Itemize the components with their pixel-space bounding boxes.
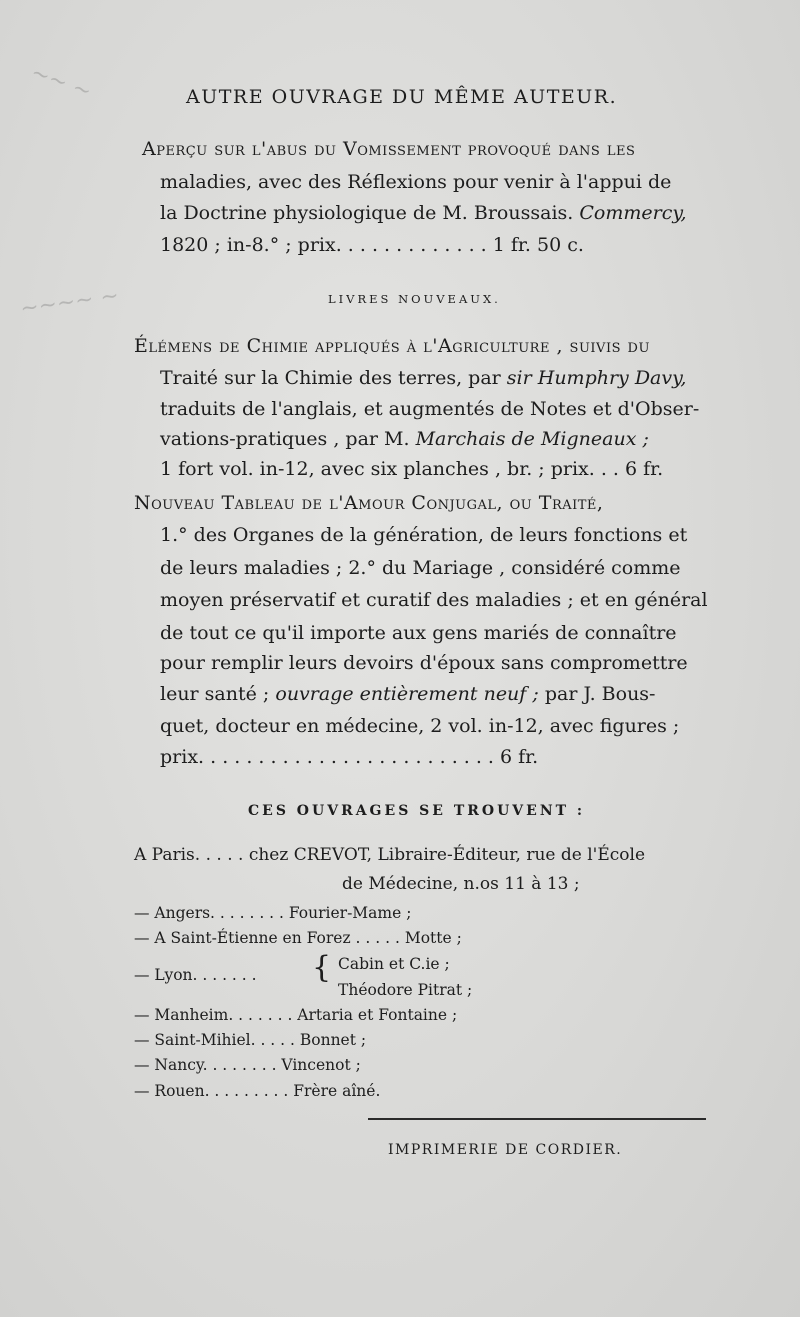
section-heading-where-found: CES OUVRAGES SE TROUVENT :: [248, 803, 586, 819]
entry-1-line: [160, 202, 687, 224]
paris-line: A Paris. . . . . chez CREVOT, Libraire-Éditeur, rue de l'École: [134, 845, 646, 865]
entry-3-line: moyen préservatif et curatif des maladies ; et en général: [160, 589, 708, 611]
entry-1-line: Aperçu sur l'abus du Vomissement provoqué dans les: [142, 138, 636, 160]
entry-3-line: de tout ce qu'il importe aux gens mariés de connaître: [160, 622, 677, 644]
entry-3-line: [160, 683, 655, 705]
entry-3-line: de leurs maladies ; 2.° du Mariage , considéré comme: [160, 557, 681, 579]
entry-2-price: 1 fort vol. in-12, avec six planches , br. ; prix. . . 6 fr.: [160, 458, 664, 480]
entry-3-text: par J. Bous-: [544, 683, 656, 705]
entry-2-author: sir Humphry Davy,: [506, 367, 687, 389]
entry-2-text: vations-pratiques , par M.: [160, 428, 410, 450]
entry-1-price: 1820 ; in-8.° ; prix. . . . . . . . . . . . . 1 fr. 50 c.: [160, 234, 584, 256]
bookseller-angers: — Angers. . . . . . . . Fourier-Mame ;: [134, 904, 412, 922]
divider-rule: [368, 1118, 706, 1120]
entry-2-text: Traité sur la Chimie des terres, par: [160, 367, 501, 389]
entry-1-text: la Doctrine physiologique de M. Broussais.: [160, 202, 574, 224]
printer-imprint: IMPRIMERIE DE CORDIER.: [388, 1142, 623, 1158]
entry-3-line: 1.° des Organes de la génération, de leurs fonctions et: [160, 524, 688, 546]
bookseller-rouen: — Rouen. . . . . . . . . Frère aîné.: [134, 1082, 381, 1100]
entry-1-place: Commercy,: [579, 202, 687, 224]
entry-3-line: Nouveau Tableau de l'Amour Conjugal, ou Traité,: [134, 492, 604, 514]
section-heading-new-books: LIVRES NOUVEAUX.: [328, 292, 501, 306]
entry-3-note: ouvrage entièrement neuf ;: [275, 683, 539, 705]
entry-3-price: prix. . . . . . . . . . . . . . . . . . . . . . . . . 6 fr.: [160, 746, 539, 768]
bookseller-nancy: — Nancy. . . . . . . . Vincenot ;: [134, 1056, 361, 1074]
entry-2-translator: Marchais de Migneaux ;: [415, 428, 649, 450]
entry-2-line: traduits de l'anglais, et augmentés de Notes et d'Obser-: [160, 398, 700, 420]
entry-3-line: pour remplir leurs devoirs d'époux sans compromettre: [160, 652, 688, 674]
handwriting-mark: ~~ ~: [27, 60, 95, 105]
entry-3-line: quet, docteur en médecine, 2 vol. in-12, avec figures ;: [160, 715, 680, 737]
handwriting-mark: ~~~~ ~: [18, 283, 121, 322]
entry-2-line: Élémens de Chimie appliqués à l'Agriculture , suivis du: [134, 335, 650, 357]
bookseller-saint-etienne: — A Saint-Étienne en Forez . . . . . Motte ;: [134, 929, 462, 947]
brace-symbol: {: [312, 950, 332, 985]
entry-2-line: [160, 428, 649, 450]
page-title: AUTRE OUVRAGE DU MÊME AUTEUR.: [186, 86, 618, 108]
bookseller-saint-mihiel: — Saint-Mihiel. . . . . Bonnet ;: [134, 1031, 367, 1049]
entry-2-line: [160, 367, 686, 389]
bookseller-lyon-city: — Lyon. . . . . . .: [134, 966, 257, 984]
bookseller-manheim: — Manheim. . . . . . . Artaria et Fontaine ;: [134, 1006, 458, 1024]
entry-3-text: leur santé ;: [160, 683, 270, 705]
entry-1-line: maladies, avec des Réflexions pour venir à l'appui de: [160, 171, 672, 193]
bookseller-lyon-2: Théodore Pitrat ;: [338, 981, 473, 999]
bookseller-lyon-1: Cabin et C.ie ;: [338, 955, 450, 973]
paris-line: de Médecine, n.os 11 à 13 ;: [342, 874, 580, 894]
